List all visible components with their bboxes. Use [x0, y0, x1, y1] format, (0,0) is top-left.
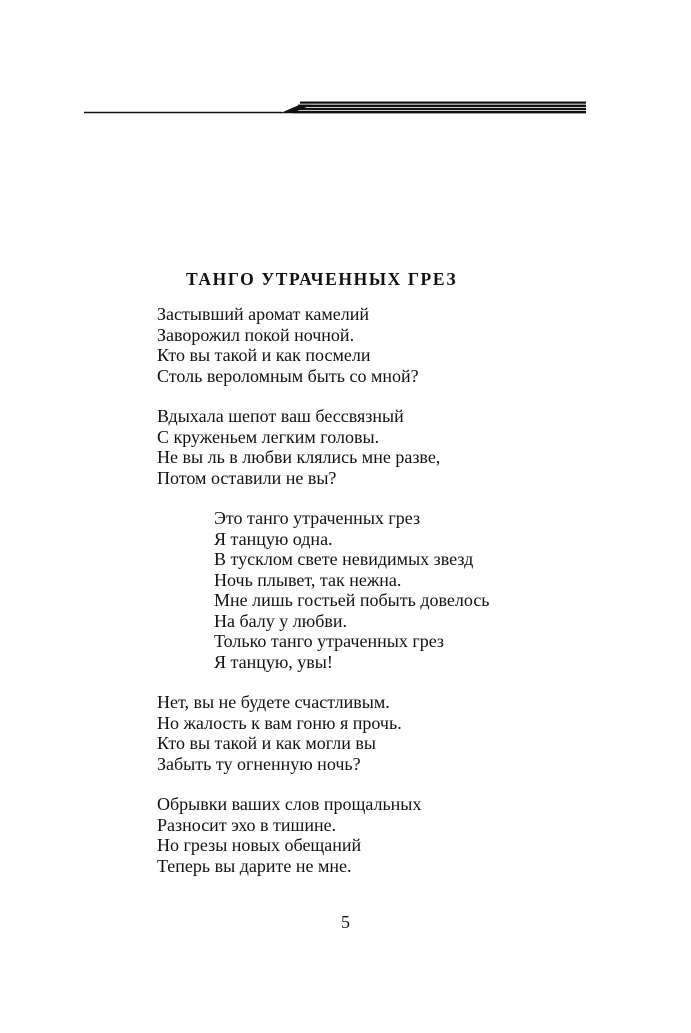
poem-line: Не вы ль в любви клялись мне разве,: [157, 447, 441, 467]
poem-line: С круженьем легким головы.: [157, 426, 380, 447]
poem-line: Потом оставили не вы?: [157, 467, 337, 488]
verse-stanza: [157, 406, 657, 488]
poem-line: Разносит эхо в тишине.: [157, 814, 337, 835]
page-number: 5: [341, 912, 350, 932]
verse-stanza: [157, 692, 657, 774]
poem-title: ТАНГО УТРАЧЕННЫХ ГРЕЗ: [186, 269, 458, 289]
poem-line: Только танго утраченных грез: [214, 631, 445, 651]
poem-line: Кто вы такой и как могли вы: [157, 733, 376, 753]
poem-line: На балу у любви.: [214, 610, 347, 631]
poem-line: Застывший аромат камелий: [157, 304, 369, 324]
poem-line: Заворожил покой ночной.: [157, 324, 355, 345]
poem: [157, 268, 657, 896]
poem-body: [157, 304, 657, 876]
poem-line: Обрывки ваших слов прощальных: [157, 794, 422, 814]
poem-line: Я танцую одна.: [214, 528, 333, 549]
verse-stanza: [157, 304, 657, 386]
poem-line: Но жалость к вам гоню я прочь.: [157, 712, 402, 733]
header-rule: [0, 0, 691, 130]
poem-line: Нет, вы не будете счастливым.: [157, 692, 390, 712]
poem-line: Кто вы такой и как посмели: [157, 345, 371, 365]
poem-line: Забыть ту огненную ночь?: [157, 753, 361, 774]
poem-line: В тусклом свете невидимых звезд: [214, 549, 474, 569]
poem-line: Столь вероломным быть со мной?: [157, 365, 419, 386]
poem-line: Теперь вы дарите не мне.: [157, 855, 352, 876]
poem-line: Ночь плывет, так нежна.: [214, 569, 402, 590]
verse-stanza: [157, 794, 657, 876]
poem-line: Я танцую, увы!: [214, 651, 333, 672]
refrain-stanza: [214, 508, 657, 672]
poem-line: Но грезы новых обещаний: [157, 835, 362, 855]
poem-line: Вдыхала шепот ваш бессвязный: [157, 406, 404, 426]
poem-line: Мне лишь гостьей побыть довелось: [214, 590, 490, 610]
poem-line: Это танго утраченных грез: [214, 508, 421, 528]
